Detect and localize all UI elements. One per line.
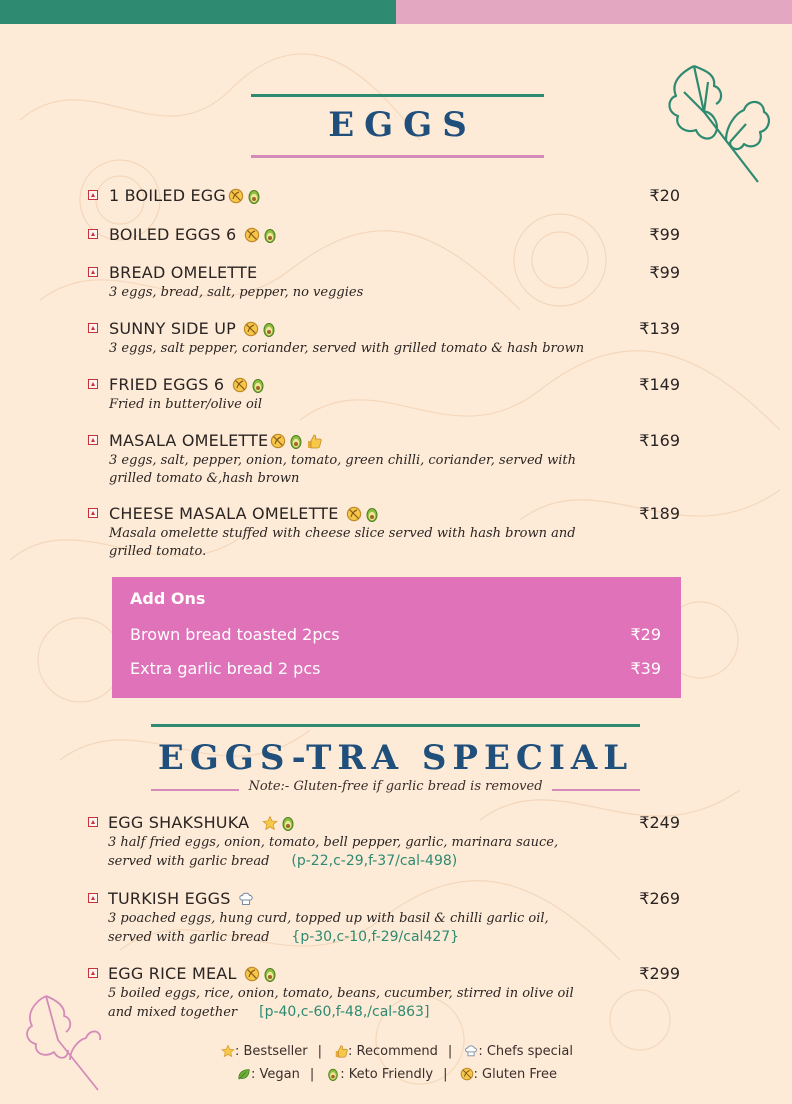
nonveg-marker-icon bbox=[88, 379, 98, 389]
page-title: EGGS bbox=[328, 105, 477, 145]
item-name: EGG SHAKSHUKA bbox=[108, 813, 250, 832]
item-name: EGG RICE MEAL bbox=[108, 964, 237, 983]
special-note-row bbox=[151, 779, 640, 799]
keto-friendly-icon bbox=[250, 377, 266, 393]
keto-friendly-icon bbox=[261, 321, 277, 337]
item-description: 3 eggs, salt, pepper, onion, tomato, green chilli, coriander, served with grilled tomato &,hash brown bbox=[109, 453, 577, 486]
keto-friendly-icon bbox=[364, 506, 380, 522]
nonveg-marker-icon bbox=[88, 190, 98, 200]
keto-friendly-icon bbox=[280, 815, 296, 831]
item-description: 3 poached eggs, hung curd, topped up with basil & chilli garlic oil, bbox=[108, 911, 549, 926]
menu-item bbox=[88, 375, 680, 415]
item-name: BREAD OMELETTE bbox=[109, 263, 258, 282]
legend-vegan: : Vegan bbox=[251, 1067, 300, 1082]
gluten-free-icon bbox=[244, 966, 260, 982]
legend-separator: | bbox=[443, 1067, 448, 1082]
menu-item bbox=[88, 504, 680, 560]
bestseller-icon bbox=[221, 1044, 235, 1058]
item-price: ₹139 bbox=[639, 319, 680, 338]
gluten-free-icon bbox=[228, 188, 244, 204]
chefs-special-icon bbox=[464, 1044, 478, 1058]
menu-item bbox=[88, 225, 680, 245]
title-rule-bottom bbox=[251, 155, 544, 158]
nonveg-marker-icon bbox=[88, 323, 98, 333]
item-description-cont: served with garlic bread bbox=[108, 854, 270, 869]
item-description-cont: served with garlic bread bbox=[108, 930, 270, 945]
addon-row bbox=[130, 625, 661, 644]
item-macros: {p-30,c-10,f-29/cal427} bbox=[291, 929, 460, 945]
legend-row-2 bbox=[0, 1067, 792, 1082]
item-price: ₹249 bbox=[639, 813, 680, 832]
item-description: 3 eggs, bread, salt, pepper, no veggies bbox=[109, 285, 364, 300]
menu-item bbox=[88, 889, 680, 945]
item-name: 1 BOILED EGG bbox=[109, 186, 227, 205]
item-name: FRIED EGGS 6 bbox=[109, 375, 225, 394]
chefs-special-icon bbox=[238, 891, 254, 907]
item-price: ₹169 bbox=[639, 431, 680, 450]
item-price: ₹269 bbox=[639, 889, 680, 908]
legend-recommend: : Recommend bbox=[348, 1044, 438, 1059]
top-bar-pink bbox=[396, 0, 792, 24]
bestseller-icon bbox=[262, 815, 278, 831]
nonveg-marker-icon bbox=[88, 893, 98, 903]
special-rule-top bbox=[151, 724, 640, 727]
addon-price: ₹39 bbox=[630, 659, 661, 678]
item-price: ₹149 bbox=[639, 375, 680, 394]
note-rule-right bbox=[552, 789, 640, 791]
legend-bestseller: : Bestseller bbox=[235, 1044, 308, 1059]
item-price: ₹99 bbox=[649, 263, 680, 282]
item-description: 5 boiled eggs, rice, onion, tomato, beans, cucumber, stirred in olive oil bbox=[108, 986, 574, 1001]
top-bar-teal bbox=[0, 0, 396, 24]
vegan-icon bbox=[237, 1067, 251, 1081]
keto-friendly-icon bbox=[288, 433, 304, 449]
nonveg-marker-icon bbox=[88, 435, 98, 445]
legend-separator: | bbox=[309, 1067, 315, 1082]
nonveg-marker-icon bbox=[88, 229, 98, 239]
legend-chefs-special: : Chefs special bbox=[478, 1044, 573, 1059]
recommend-icon bbox=[334, 1044, 348, 1058]
item-price: ₹20 bbox=[649, 186, 680, 205]
gluten-free-icon bbox=[244, 227, 260, 243]
menu-item bbox=[88, 319, 680, 359]
item-macros: [p-40,c-60,f-48,/cal-863] bbox=[259, 1004, 430, 1020]
gluten-free-icon bbox=[460, 1067, 474, 1081]
addon-name: Brown bread toasted 2pcs bbox=[130, 625, 340, 644]
legend-gluten-free: : Gluten Free bbox=[473, 1067, 557, 1082]
menu-item bbox=[88, 431, 680, 487]
item-description: 3 half fried eggs, onion, tomato, bell pepper, garlic, marinara sauce, bbox=[108, 835, 559, 850]
item-price: ₹99 bbox=[649, 225, 680, 244]
recommend-icon bbox=[306, 433, 322, 449]
keto-friendly-icon bbox=[262, 227, 278, 243]
menu-item bbox=[88, 186, 680, 206]
special-section-header bbox=[151, 724, 640, 799]
item-description-cont: and mixed together bbox=[108, 1005, 238, 1020]
legend-row-1 bbox=[0, 1044, 792, 1059]
addon-price: ₹29 bbox=[630, 625, 661, 644]
nonveg-marker-icon bbox=[88, 817, 98, 827]
nonveg-marker-icon bbox=[88, 968, 98, 978]
menu-item bbox=[88, 964, 680, 1020]
addon-name: Extra garlic bread 2 pcs bbox=[130, 659, 321, 678]
legend-keto: : Keto Friendly bbox=[340, 1067, 434, 1082]
item-description: Masala omelette stuffed with cheese slice served with hash brown and grilled tomato. bbox=[109, 526, 576, 559]
item-macros: (p-22,c-29,f-37/cal-498) bbox=[291, 853, 458, 869]
special-note: Note:- Gluten-free if garlic bread is removed bbox=[248, 779, 543, 794]
eggs-section-header bbox=[251, 94, 544, 158]
item-name: TURKISH EGGS bbox=[108, 889, 231, 908]
item-description: 3 eggs, salt pepper, coriander, served with grilled tomato & hash brown bbox=[109, 341, 585, 356]
item-name: SUNNY SIDE UP bbox=[109, 319, 237, 338]
menu-item bbox=[88, 263, 680, 303]
addons-title: Add Ons bbox=[130, 589, 206, 608]
item-name: BOILED EGGS 6 bbox=[109, 225, 237, 244]
gluten-free-icon bbox=[346, 506, 362, 522]
keto-friendly-icon bbox=[262, 966, 278, 982]
menu-item bbox=[88, 813, 680, 869]
nonveg-marker-icon bbox=[88, 267, 98, 277]
gluten-free-icon bbox=[243, 321, 259, 337]
addons-box bbox=[112, 577, 681, 698]
item-price: ₹299 bbox=[639, 964, 680, 983]
item-price: ₹189 bbox=[639, 504, 680, 523]
nonveg-marker-icon bbox=[88, 508, 98, 518]
addon-row bbox=[130, 659, 661, 678]
special-title: EGGS-TRA SPECIAL bbox=[157, 738, 634, 778]
keto-friendly-icon bbox=[246, 188, 262, 204]
keto-friendly-icon bbox=[326, 1067, 340, 1081]
legend-separator: | bbox=[447, 1044, 453, 1059]
gluten-free-icon bbox=[232, 377, 248, 393]
title-rule-top bbox=[251, 94, 544, 97]
item-description: Fried in butter/olive oil bbox=[109, 397, 263, 412]
item-name: MASALA OMELETTE bbox=[109, 431, 269, 450]
parsley-leaf-icon bbox=[664, 52, 774, 187]
gluten-free-icon bbox=[270, 433, 286, 449]
legend-separator: | bbox=[317, 1044, 323, 1059]
item-name: CHEESE MASALA OMELETTE bbox=[109, 504, 339, 523]
